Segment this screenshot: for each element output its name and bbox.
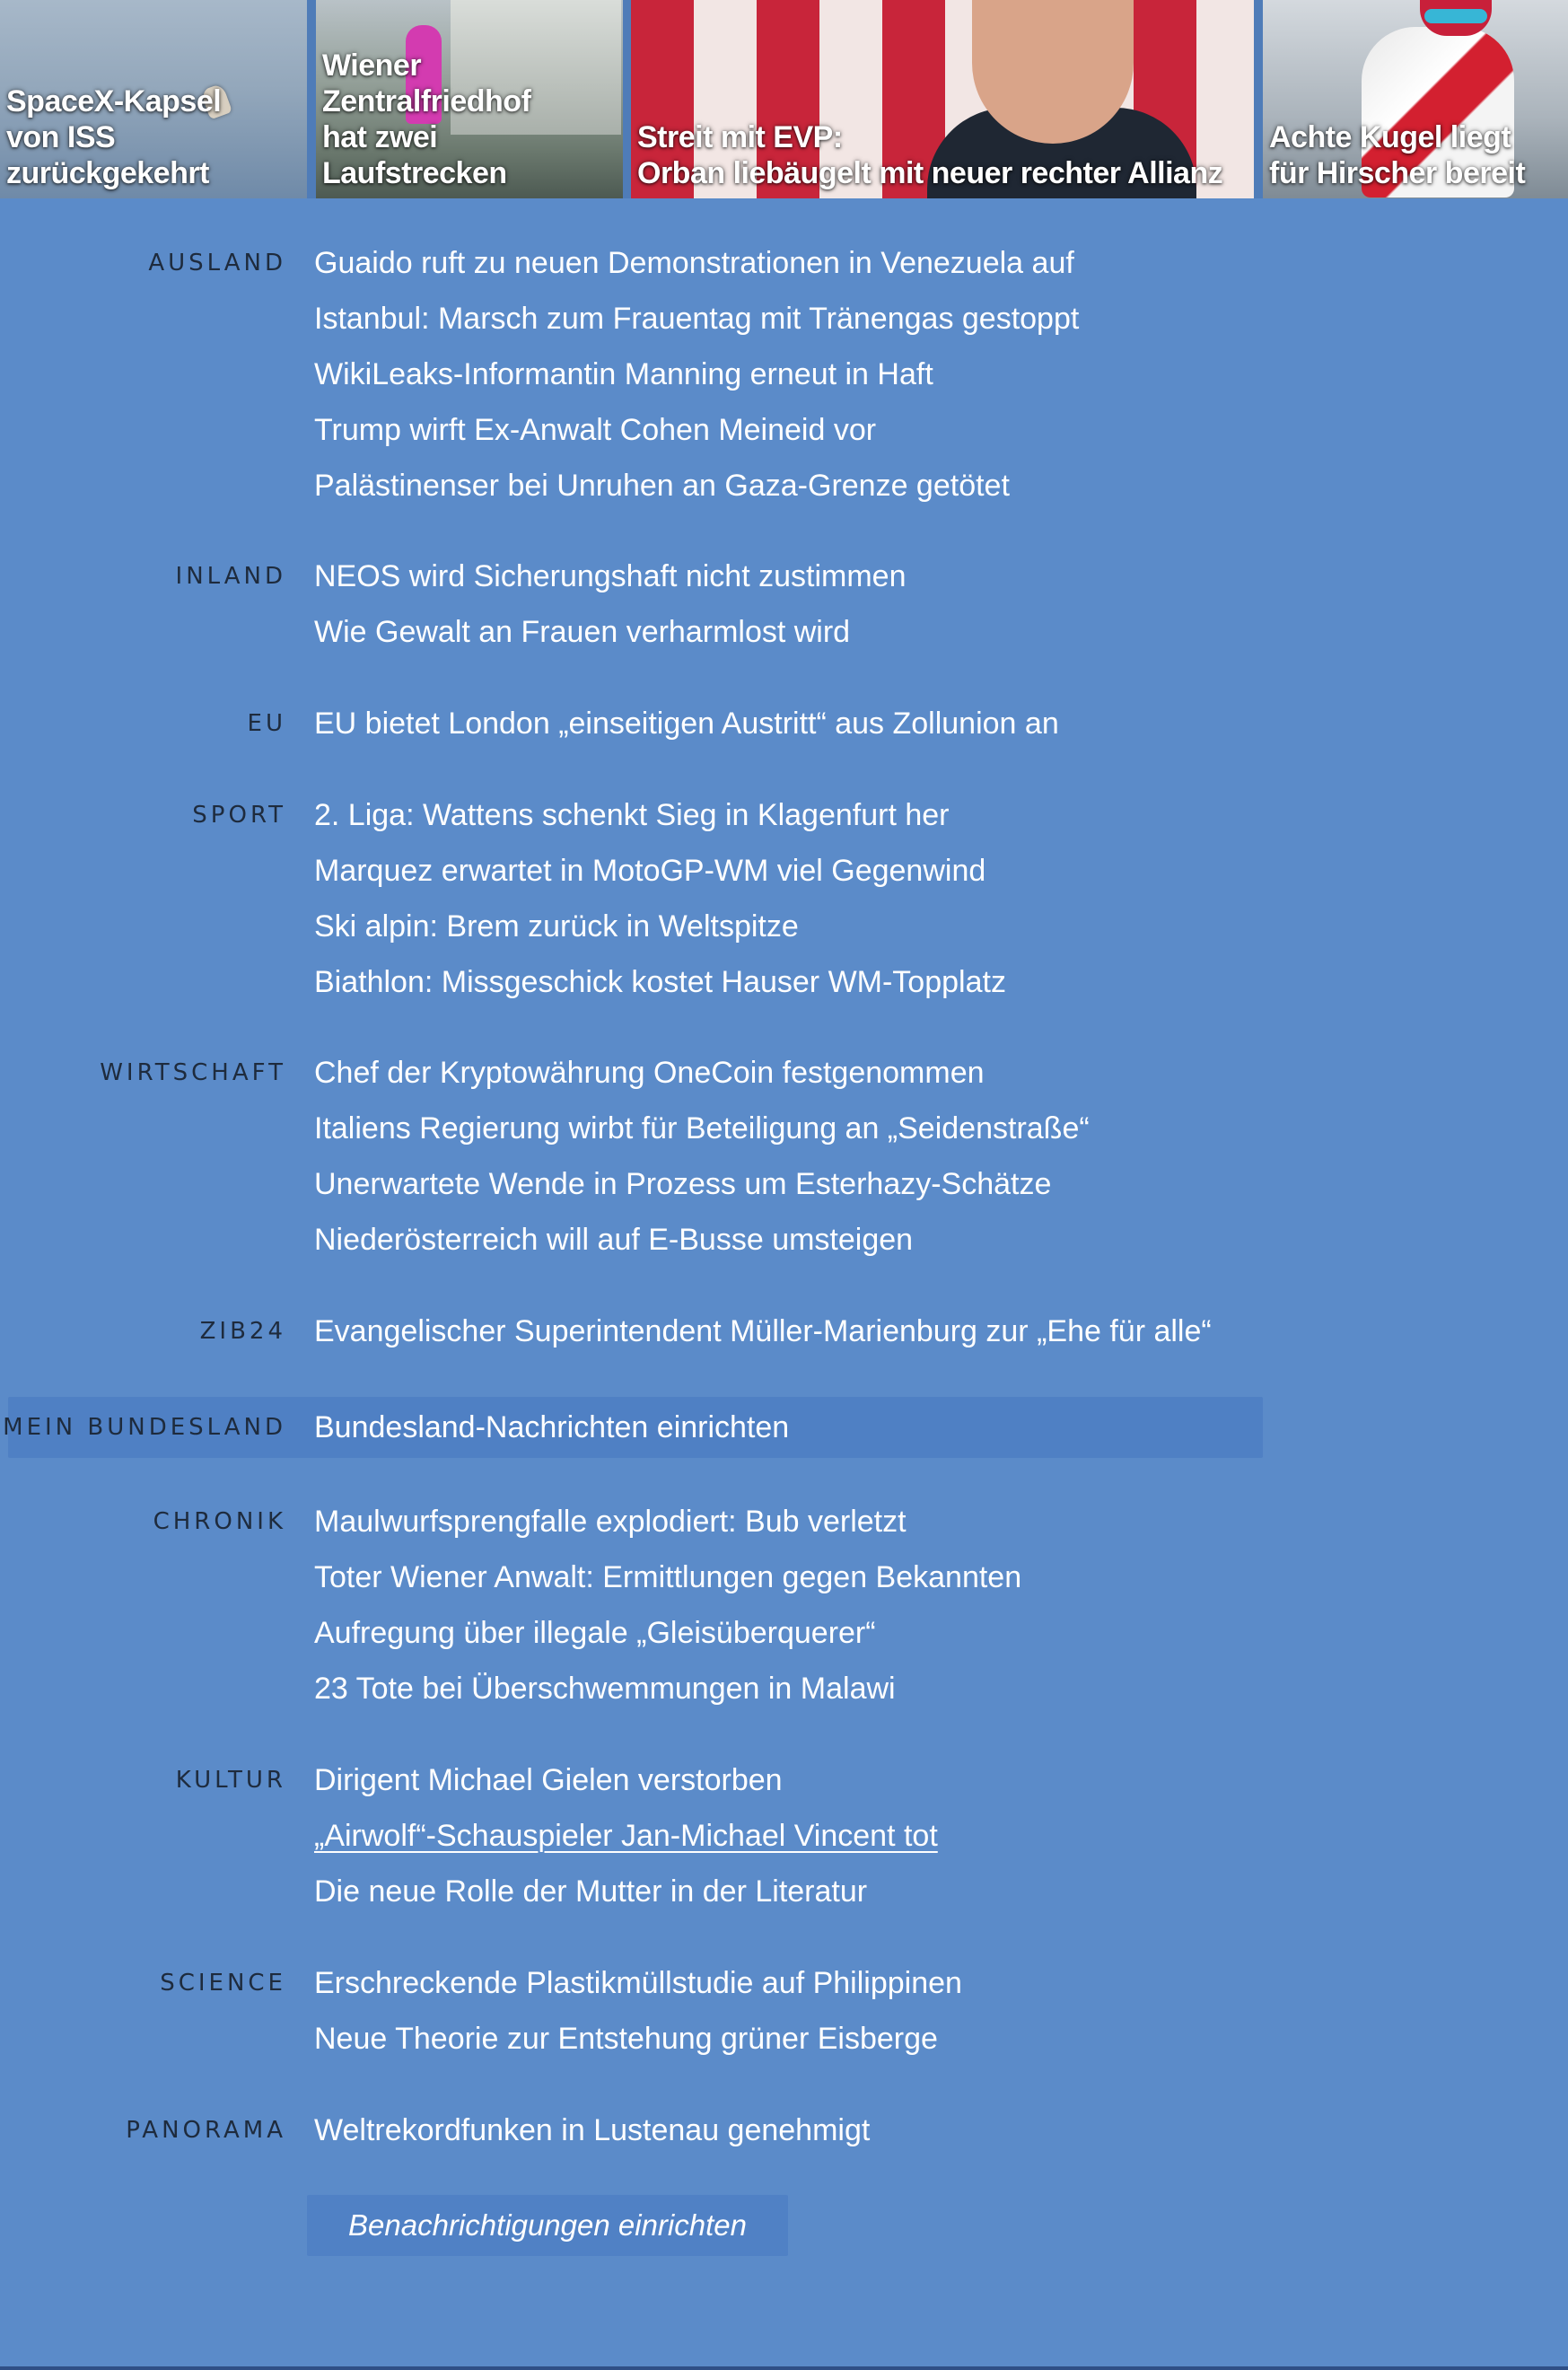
headline-link[interactable]: 2. Liga: Wattens schenkt Sieg in Klagenfurt her [314,798,950,832]
teaser-caption: Wiener Zentralfriedhof hat zwei Laufstrecken [322,48,531,190]
headline-link[interactable]: WikiLeaks-Informantin Manning erneut in Haft [314,357,933,391]
headline-list [314,1045,1090,1268]
headline-link[interactable]: Niederösterreich will auf E-Busse umsteigen [314,1223,914,1257]
headline-link[interactable]: Toter Wiener Anwalt: Ermittlungen gegen Bekannten [314,1560,1022,1594]
headline-link[interactable]: Guaido ruft zu neuen Demonstrationen in Venezuela auf [314,246,1074,280]
teaser-orban[interactable] [631,0,1254,198]
headline-list [314,696,1059,751]
headline-link[interactable]: Neue Theorie zur Entstehung grüner Eisberge [314,2022,938,2056]
headline-link[interactable]: Aufregung über illegale „Gleisüberquerer“ [314,1616,876,1650]
headline-list [314,1752,938,1919]
headline-link[interactable]: Erschreckende Plastikmüllstudie auf Philippinen [314,1966,962,2000]
headline-link[interactable]: Palästinenser bei Unruhen an Gaza-Grenze getötet [314,469,1010,503]
section-label[interactable]: AUSLAND [148,250,286,276]
headline-list [314,787,1006,1010]
headline-link[interactable]: Die neue Rolle der Mutter in der Literatur [314,1874,868,1909]
headline-list [314,1400,789,1455]
headline-link[interactable]: NEOS wird Sicherungshaft nicht zustimmen [314,559,907,593]
section-label[interactable]: ZIB24 [199,1318,286,1345]
section-label[interactable]: CHRONIK [153,1508,286,1535]
headline-link[interactable]: Chef der Kryptowährung OneCoin festgenommen [314,1056,985,1090]
headline-link[interactable]: Unerwartete Wende in Prozess um Esterhazy-Schätze [314,1167,1052,1201]
notifications-setup-button[interactable]: Benachrichtigungen einrichten [307,2195,788,2256]
headline-link[interactable]: Ski alpin: Brem zurück in Weltspitze [314,909,799,944]
section-label[interactable]: INLAND [175,563,286,590]
teaser-caption: Streit mit EVP: Orban liebäugelt mit neuer rechter Allianz [637,120,1223,190]
teaser-hirscher[interactable] [1263,0,1568,198]
headline-link[interactable]: 23 Tote bei Überschwemmungen in Malawi [314,1672,896,1706]
section-label[interactable]: SCIENCE [160,1970,286,1997]
teaser-strip [0,0,1568,198]
headline-link[interactable]: Weltrekordfunken in Lustenau genehmigt [314,2113,871,2147]
headline-list [314,1494,1021,1716]
headline-list [314,2102,870,2158]
headline-link[interactable]: Italiens Regierung wirbt für Beteiligung an „Seidenstraße“ [314,1111,1090,1146]
teaser-zentralfriedhof[interactable] [316,0,623,198]
headline-list [314,549,906,660]
teaser-caption: SpaceX-Kapsel von ISS zurückgekehrt [6,84,222,190]
headline-list [314,1955,962,2067]
headline-link[interactable]: Wie Gewalt an Frauen verharmlost wird [314,615,851,649]
headline-link[interactable]: Biathlon: Missgeschick kostet Hauser WM-Topplatz [314,965,1006,999]
headline-list [314,1304,1212,1359]
section-label[interactable]: SPORT [192,802,286,829]
section-label[interactable]: KULTUR [175,1767,286,1794]
headline-list [314,235,1079,514]
headline-link[interactable]: Evangelischer Superintendent Müller-Marienburg zur „Ehe für alle“ [314,1314,1212,1348]
headline-link[interactable]: Istanbul: Marsch zum Frauentag mit Tränengas gestoppt [314,302,1080,336]
headline-link-hovered[interactable]: „Airwolf“-Schauspieler Jan-Michael Vincent tot [314,1819,938,1853]
skier-goggles [1424,9,1487,23]
headline-link[interactable]: Trump wirft Ex-Anwalt Cohen Meineid vor [314,413,877,447]
section-label[interactable]: WIRTSCHAFT [100,1059,286,1086]
headline-link[interactable]: Marquez erwartet in MotoGP-WM viel Gegenwind [314,854,986,888]
section-label[interactable]: MEIN BUNDESLAND [3,1414,286,1441]
section-label[interactable]: EU [247,710,286,737]
headline-link[interactable]: Dirigent Michael Gielen verstorben [314,1763,783,1797]
section-label[interactable]: PANORAMA [126,2117,286,2144]
bundesland-setup-link[interactable]: Bundesland-Nachrichten einrichten [314,1410,790,1444]
headline-link[interactable]: EU bietet London „einseitigen Austritt“ aus Zollunion an [314,707,1059,741]
teaser-caption: Achte Kugel liegt für Hirscher bereit [1269,120,1526,190]
teaser-spacex[interactable] [0,0,307,198]
footer-divider [0,2366,1568,2370]
headline-link[interactable]: Maulwurfsprengfalle explodiert: Bub verletzt [314,1505,907,1539]
